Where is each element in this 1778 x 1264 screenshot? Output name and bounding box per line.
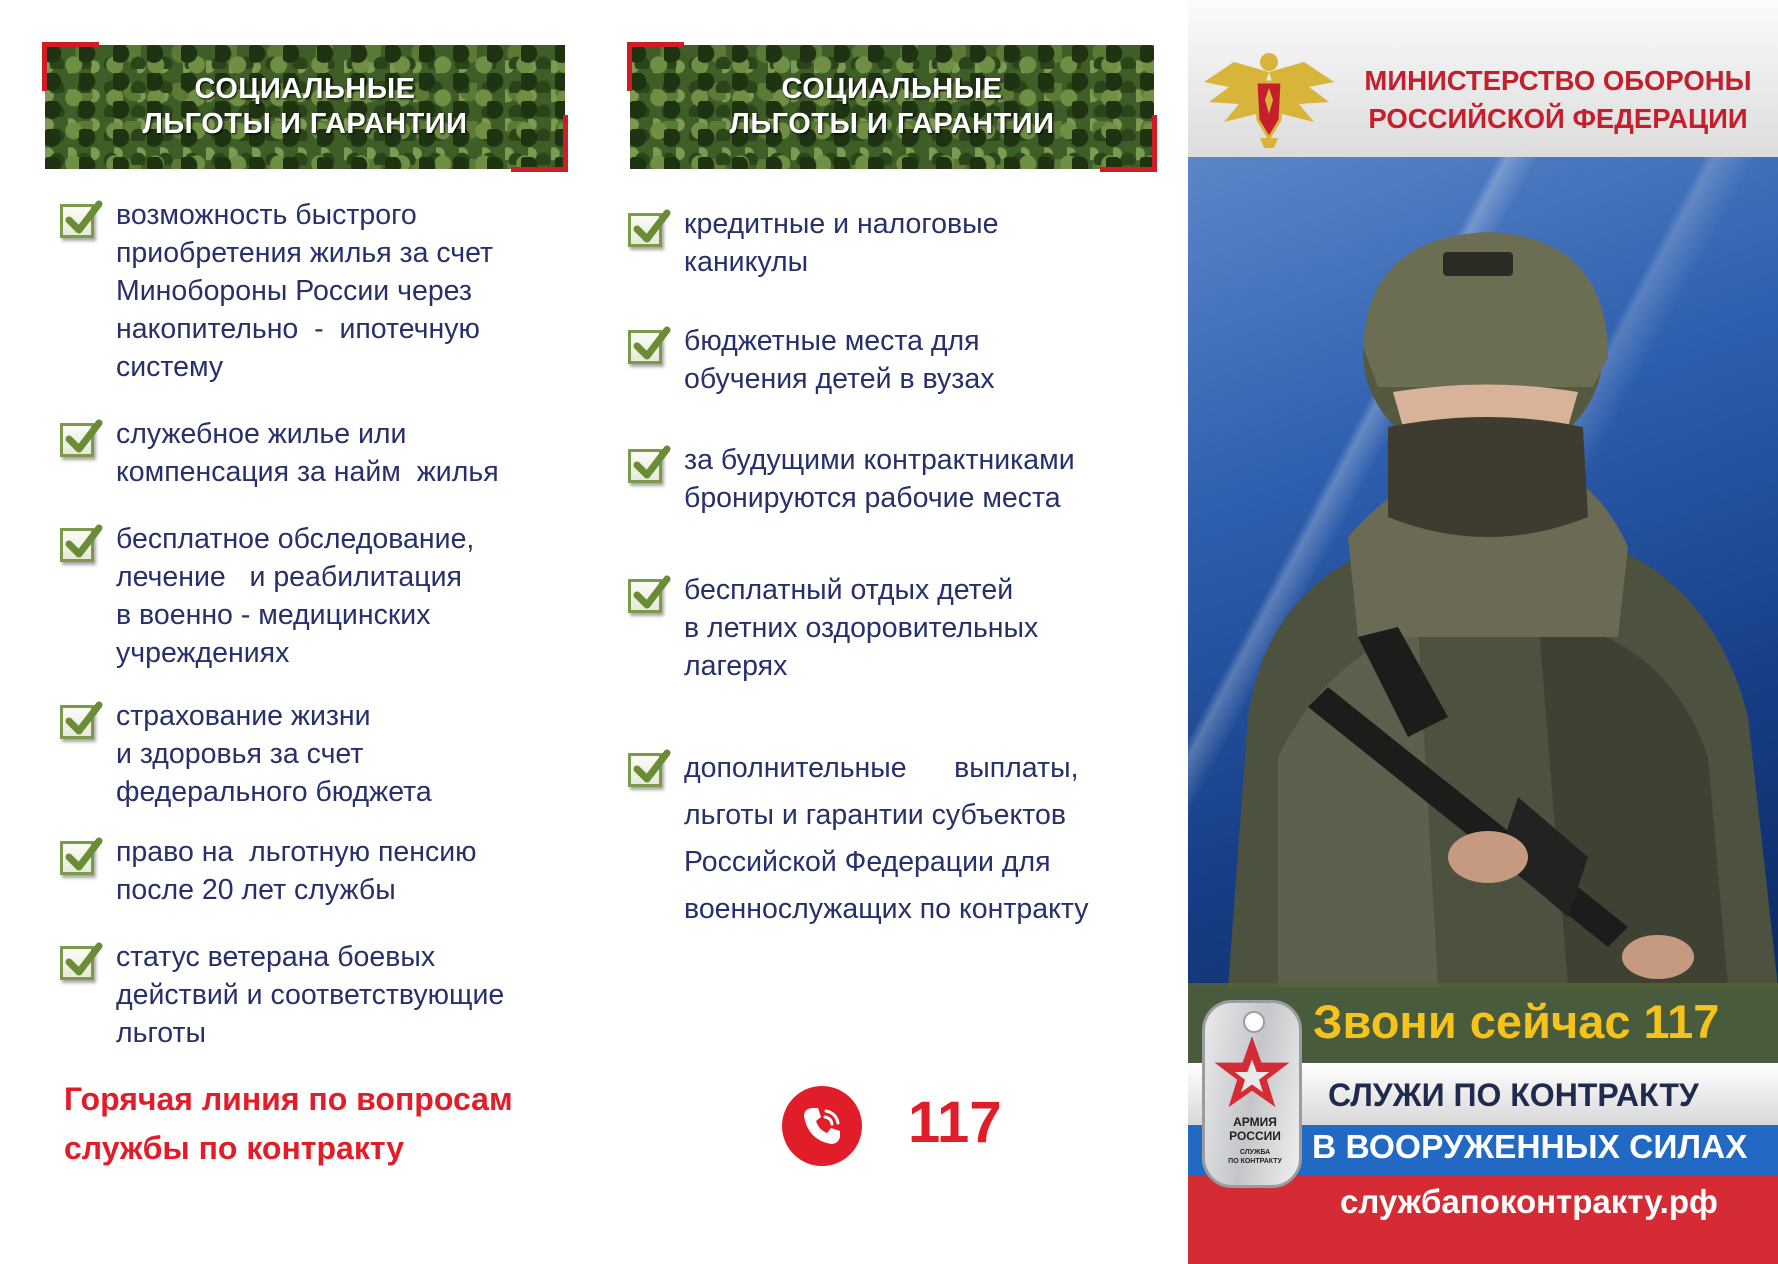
benefit-line: возможность быстрого bbox=[116, 199, 417, 231]
benefit-line: бюджетные места для bbox=[684, 325, 980, 357]
ministry-header bbox=[1188, 0, 1778, 159]
benefit-item bbox=[628, 205, 1168, 281]
section-title: СОЦИАЛЬНЫЕ ЛЬГОТЫ И ГАРАНТИИ bbox=[142, 73, 468, 140]
benefit-line: в летних оздоровительных bbox=[684, 612, 1039, 644]
benefit-item bbox=[60, 833, 580, 909]
benefit-line: Российской Федерации для bbox=[684, 846, 1051, 878]
benefit-line: после 20 лет службы bbox=[116, 874, 396, 906]
benefit-line: право на льготную пенсию bbox=[116, 836, 477, 868]
benefit-text bbox=[684, 745, 1089, 933]
checkbox-checked-icon bbox=[60, 705, 94, 739]
benefit-line: лагерях bbox=[684, 650, 788, 682]
checkbox-checked-icon bbox=[628, 330, 662, 364]
checkbox-checked-icon bbox=[60, 423, 94, 457]
benefit-line: военнослужащих по контракту bbox=[684, 893, 1089, 925]
left-section-header bbox=[45, 45, 565, 169]
benefit-text bbox=[116, 196, 493, 386]
benefit-item bbox=[60, 520, 580, 672]
dogtag-army: АРМИЯ bbox=[1233, 1115, 1277, 1129]
benefit-line: служебное жилье или bbox=[116, 418, 407, 450]
benefit-line: кредитные и налоговые bbox=[684, 208, 999, 240]
benefit-text bbox=[684, 441, 1075, 517]
benefit-text bbox=[116, 833, 477, 909]
benefit-line: страхование жизни bbox=[116, 700, 371, 732]
benefit-line: действий и соответствующие bbox=[116, 979, 505, 1011]
checkbox-checked-icon bbox=[628, 449, 662, 483]
benefit-line: льготы bbox=[116, 1017, 207, 1049]
phone-icon bbox=[782, 1086, 862, 1166]
benefit-line: за будущими контрактниками bbox=[684, 444, 1075, 476]
benefit-text bbox=[116, 938, 504, 1052]
checkbox-checked-icon bbox=[628, 213, 662, 247]
cta-call-now: Звони сейчас 117 bbox=[1313, 995, 1720, 1048]
benefit-line: накопительно - ипотечную bbox=[116, 313, 480, 345]
soldier-illustration bbox=[1188, 157, 1778, 987]
dogtag-service: СЛУЖБА bbox=[1239, 1149, 1271, 1156]
benefit-line: федерального бюджета bbox=[116, 776, 432, 808]
cover-panel bbox=[1188, 0, 1778, 1264]
benefit-item bbox=[60, 697, 580, 811]
checkbox-checked-icon bbox=[60, 204, 94, 238]
benefit-text bbox=[684, 205, 998, 281]
soldier-photo bbox=[1188, 157, 1778, 987]
middle-section-header bbox=[630, 45, 1154, 169]
benefit-line: обучения детей в вузах bbox=[684, 363, 995, 395]
benefit-item bbox=[628, 441, 1168, 517]
benefit-line: статус ветерана боевых bbox=[116, 941, 436, 973]
benefit-item bbox=[628, 571, 1168, 685]
checkbox-checked-icon bbox=[60, 841, 94, 875]
benefit-line: в военно - медицинских bbox=[116, 599, 431, 631]
benefit-line: компенсация за найм жилья bbox=[116, 456, 499, 488]
benefit-item bbox=[60, 938, 580, 1052]
hotline-caption: Горячая линия по вопросам службы по контракту bbox=[64, 1081, 513, 1166]
website-link[interactable]: службапоконтракту.рф bbox=[1340, 1183, 1718, 1220]
slogan-line-1: СЛУЖИ ПО КОНТРАКТУ bbox=[1328, 1077, 1699, 1113]
header-corner-accent bbox=[627, 42, 684, 91]
header-corner-accent bbox=[42, 42, 99, 91]
benefit-line: дополнительные выплаты, bbox=[684, 752, 1079, 784]
header-corner-accent bbox=[511, 115, 568, 172]
benefit-line: и здоровья за счет bbox=[116, 738, 364, 770]
ministry-eagle-emblem-icon bbox=[1194, 42, 1344, 152]
ministry-title: МИНИСТЕРСТВО ОБОРОНЫ РОССИЙСКОЙ ФЕДЕРАЦИИ bbox=[1364, 65, 1752, 134]
dogtag-hole bbox=[1243, 1011, 1265, 1033]
checkbox-checked-icon bbox=[60, 946, 94, 980]
checkbox-checked-icon bbox=[628, 753, 662, 787]
benefit-line: льготы и гарантии субъектов bbox=[684, 799, 1067, 831]
checkbox-checked-icon bbox=[60, 528, 94, 562]
benefit-text bbox=[116, 415, 499, 491]
benefit-item bbox=[60, 415, 580, 491]
benefit-line: бесплатное обследование, bbox=[116, 523, 475, 555]
benefit-line: Минобороны России через bbox=[116, 275, 472, 307]
benefit-item bbox=[628, 322, 1168, 398]
benefit-line: систему bbox=[116, 351, 224, 383]
benefit-item bbox=[60, 196, 580, 386]
checkbox-checked-icon bbox=[628, 579, 662, 613]
header-corner-accent bbox=[1100, 115, 1157, 172]
benefit-line: бесплатный отдых детей bbox=[684, 574, 1014, 606]
benefit-text bbox=[684, 322, 994, 398]
dogtag-contract: ПО КОНТРАКТУ bbox=[1228, 1158, 1282, 1165]
slogan-line-2: В ВООРУЖЕННЫХ СИЛАХ bbox=[1312, 1129, 1748, 1166]
benefit-text bbox=[116, 697, 432, 811]
benefit-line: лечение и реабилитация bbox=[116, 561, 462, 593]
benefit-line: приобретения жилья за счет bbox=[116, 237, 494, 269]
phone-handset-icon bbox=[798, 1102, 846, 1150]
section-title: СОЦИАЛЬНЫЕ ЛЬГОТЫ И ГАРАНТИИ bbox=[729, 73, 1055, 140]
benefit-item bbox=[628, 745, 1168, 933]
dogtag-russia: РОССИИ bbox=[1229, 1129, 1281, 1143]
red-star-icon bbox=[1213, 1033, 1291, 1111]
hotline-number: 117 bbox=[908, 1090, 1002, 1155]
army-dogtag-badge bbox=[1202, 1000, 1302, 1188]
benefit-text bbox=[116, 520, 474, 672]
benefit-line: бронируются рабочие места bbox=[684, 482, 1061, 514]
benefit-line: учреждениях bbox=[116, 637, 290, 669]
benefit-line: каникулы bbox=[684, 246, 809, 278]
benefit-text bbox=[684, 571, 1038, 685]
